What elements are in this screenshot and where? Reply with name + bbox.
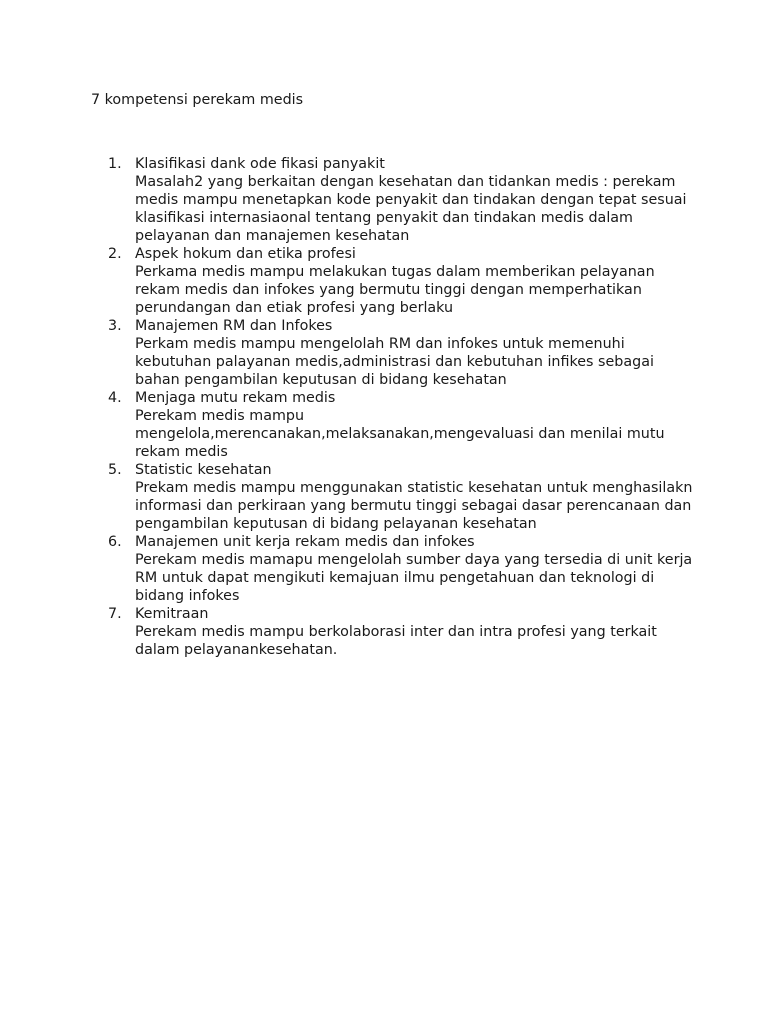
list-item-text-line: Perkam medis mampu mengelolah RM dan infokes untuk memenuhi: [135, 336, 625, 352]
list-item-number: 5.: [108, 462, 122, 478]
list-item: [108, 317, 688, 389]
list-item-heading: Manajemen unit kerja rekam medis dan infokes: [135, 534, 475, 550]
list-item-text-line: Masalah2 yang berkaitan dengan kesehatan dan tidankan medis : perekam: [135, 174, 676, 190]
list-item: [108, 155, 688, 245]
list-item-text-line: bahan pengambilan keputusan di bidang kesehatan: [135, 372, 507, 388]
list-item-text-line: kebutuhan palayanan medis,administrasi dan kebutuhan infikes sebagai: [135, 354, 654, 370]
list-item-text-line: Perekam medis mampu: [135, 408, 305, 424]
list-item-text-line: pengambilan keputusan di bidang pelayanan kesehatan: [135, 516, 537, 532]
document-title: 7 kompetensi perekam medis: [91, 92, 304, 108]
list-item: [108, 461, 693, 533]
list-item-text-line: rekam medis dan infokes yang bermutu tinggi dengan memperhatikan: [135, 282, 642, 298]
list-item-text-line: Prekam medis mampu menggunakan statistic kesehatan untuk menghasilakn: [135, 480, 693, 496]
list-item-text-line: bidang infokes: [135, 588, 240, 604]
list-item-heading: Aspek hokum dan etika profesi: [135, 246, 356, 262]
list-item-text-line: RM untuk dapat mengikuti kemajuan ilmu pengetahuan dan teknologi di: [135, 570, 655, 586]
list-item-text-line: pelayanan dan manajemen kesehatan: [135, 228, 410, 244]
list-item-heading: Manajemen RM dan Infokes: [135, 318, 333, 334]
list-item-text-line: Perekam medis mamapu mengelolah sumber daya yang tersedia di unit kerja: [135, 552, 693, 568]
list-item-text-line: Perekam medis mampu berkolaborasi inter dan intra profesi yang terkait: [135, 624, 657, 640]
list-item-number: 4.: [108, 390, 122, 406]
competency-list: [108, 155, 693, 659]
list-item-number: 2.: [108, 246, 122, 262]
list-item-number: 7.: [108, 606, 122, 622]
list-item: [108, 605, 688, 659]
list-item: [108, 533, 693, 605]
list-item-text-line: rekam medis: [135, 444, 228, 460]
list-item-heading: Kemitraan: [135, 606, 209, 622]
list-item-text-line: medis mampu menetapkan kode penyakit dan tindakan dengan tepat sesuai: [135, 192, 687, 208]
list-item-text-line: perundangan dan etiak profesi yang berlaku: [135, 300, 454, 316]
list-item-heading: Menjaga mutu rekam medis: [135, 390, 336, 406]
list-item-number: 6.: [108, 534, 122, 550]
list-item-text-line: Perkama medis mampu melakukan tugas dalam memberikan pelayanan: [135, 264, 655, 280]
list-item-text-line: informasi dan perkiraan yang bermutu tinggi sebagai dasar perencanaan dan: [135, 498, 692, 514]
list-item-heading: Statistic kesehatan: [135, 462, 272, 478]
list-item-text-line: dalam pelayanankesehatan.: [135, 642, 338, 658]
list-item: [108, 245, 688, 317]
list-item-number: 3.: [108, 318, 122, 334]
list-item: [108, 389, 688, 461]
list-item-heading: Klasifikasi dank ode fikasi panyakit: [135, 156, 385, 172]
list-item-text-line: klasifikasi internasiaonal tentang penyakit dan tindakan medis dalam: [135, 210, 633, 226]
list-item-text-line: mengelola,merencanakan,melaksanakan,mengevaluasi dan menilai mutu: [135, 426, 665, 442]
list-item-number: 1.: [108, 156, 122, 172]
